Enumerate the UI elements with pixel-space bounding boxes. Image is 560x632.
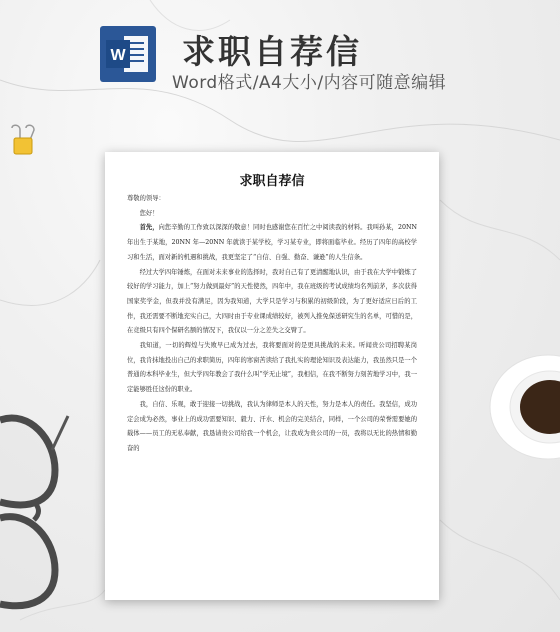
document-title: 求职自荐信 xyxy=(239,174,305,189)
word-icon xyxy=(100,26,156,82)
word-icon-letter: W xyxy=(110,47,126,64)
paragraph-text: 我，自信、乐观，敢于迎接一切挑战，我认为律师是本人的天性，努力是本人的责任。我坚信，成功定会成为必然，事业上的成功需要知识、毅力、汗水、机会的完美结合，同样，一个公司的荣誉需要她的载体——员工的无私奉献，我恳请贵公司给我一个机会，让我成为贵公司的一员，我将以无比的热情和勤奋的 xyxy=(127,400,417,452)
eyeglasses-icon xyxy=(0,410,70,620)
paragraph xyxy=(127,339,417,398)
page-subtitle: Word格式/A4大小/内容可随意编辑 xyxy=(172,73,447,93)
greeting: 您好！ xyxy=(139,209,159,217)
binder-clip-icon xyxy=(6,124,36,158)
paragraph-text: 向您辛勤的工作致以深深的敬意！同时也感谢您在百忙之中阅读我的材料。我叫孙某，20NN 年出生于某地，20NN 年—20NN 年就读于某学校，学习某专业，即将面临毕业。经历了四年的高校学习和生活，面对新的机遇和挑战，我更坚定了“自信、自强、勤奋、谦逊”的人生信条。 xyxy=(127,224,417,261)
salutation: 尊敬的领导： xyxy=(127,195,165,202)
paragraph xyxy=(127,398,417,457)
paragraph-lead: 首先， xyxy=(139,224,159,232)
paragraph xyxy=(127,266,417,340)
header xyxy=(100,22,500,102)
paragraph-text: 我知道，一切的辉煌与失败早已成为过去，我将要面对的是更具挑战的未来。听闻贵公司招聘某岗位，我肯抹地投出自己的求职简历，四年的寒窗苦读给了我扎实的理论知识及表达能力，我虽然只是一个普通的本科毕业生，但大学四年教会了我什么叫“学无止境”，我相信，在我不断努力刻苦地学习中，我一定能够胜任这份的职业。 xyxy=(127,342,417,394)
paragraph xyxy=(127,221,417,265)
page-title: 求职自荐信 xyxy=(182,32,362,71)
coffee-cup-icon xyxy=(488,352,560,462)
document-page xyxy=(105,152,439,600)
document-body xyxy=(127,192,417,457)
paragraph-text: 经过大学四年锤炼，在面对未来事业的选择时，我对自己有了更清醒地认识，由于我在大学中锻炼了较好的学习能力，加上“努力做到最好”的天性使然，四年中，我在班级的考试成绩均名列前茅，多次获得国家奖学金，但我并没有满足，因为我知道，大学只是学习与积累的初级阶段，为了更好适应日后的工作，我还需要不断地充实自己，大四时由于专业课成绩较好，被列入推免保送研究生的名单，可惜的是，在竞级只有四个保研名额的情况下，我仅以一分之差失之交臂了。 xyxy=(127,268,417,335)
